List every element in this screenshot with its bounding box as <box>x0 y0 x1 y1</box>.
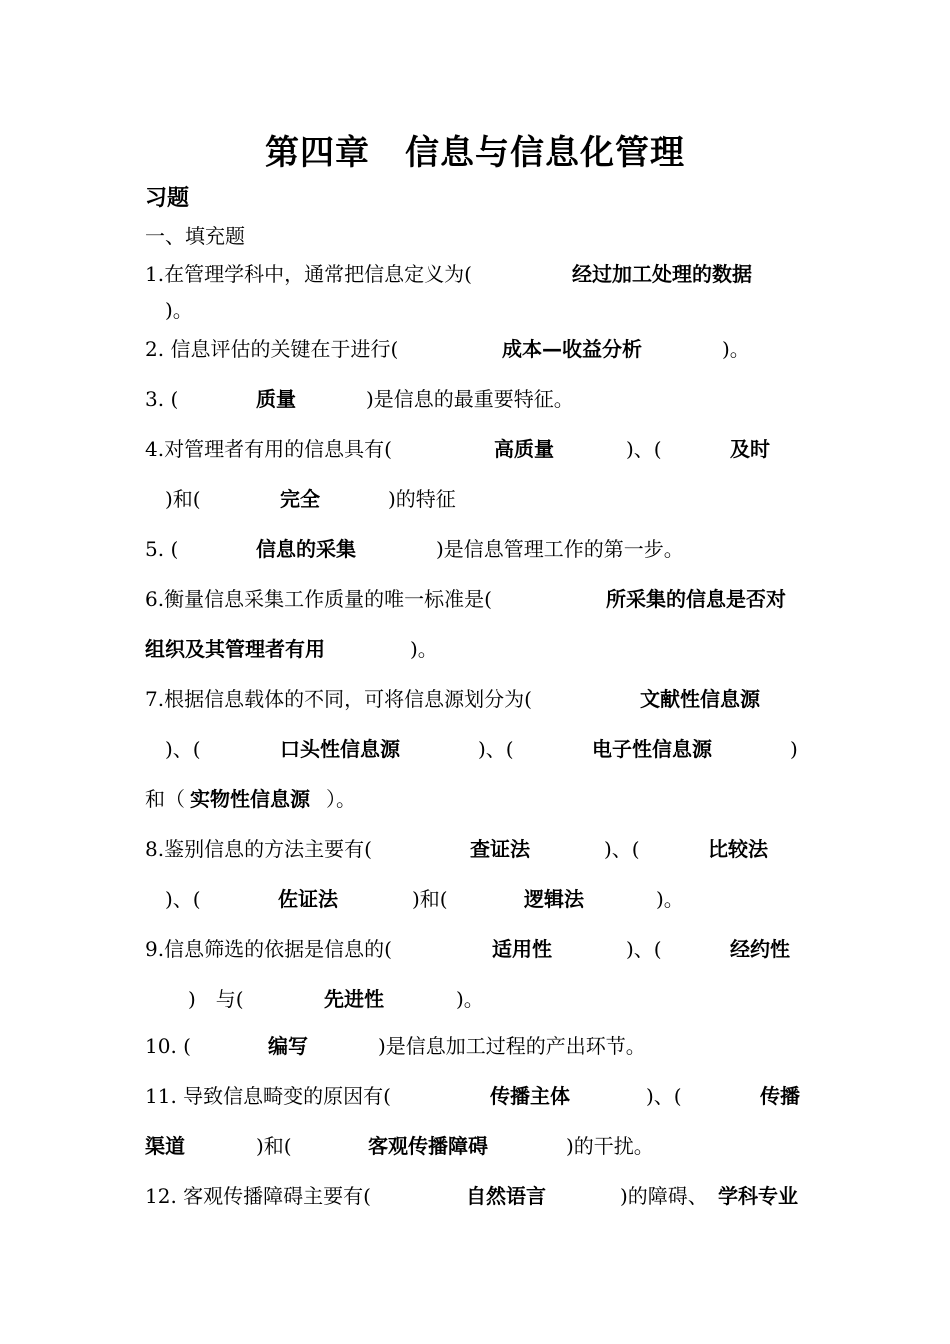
q10-answer: 编写 <box>268 1034 308 1058</box>
q9-mid1: )、( <box>626 937 662 961</box>
q12-mid1: )的障碍、 <box>620 1184 708 1208</box>
q5-suffix: )是信息管理工作的第一步。 <box>436 537 684 561</box>
q4-answer3: 完全 <box>280 487 320 511</box>
q7-mid1: )、( <box>165 737 201 761</box>
q5-prefix: 5. ( <box>145 537 179 561</box>
q7-answer1: 文献性信息源 <box>640 687 760 711</box>
q7-suffix: ）。 <box>326 787 356 811</box>
q8-mid2: )、( <box>165 887 201 911</box>
q11-answer2-part2: 渠道 <box>145 1134 185 1158</box>
q4-suffix: )的特征 <box>388 487 456 511</box>
q11-prefix: 11. 导致信息畸变的原因有( <box>145 1084 391 1108</box>
q11-answer2-part1: 传播 <box>760 1084 800 1108</box>
q9-answer3: 先进性 <box>324 987 384 1011</box>
q8-answer2: 比较法 <box>708 837 768 861</box>
q12-answer2: 学科专业 <box>718 1184 798 1208</box>
q4-mid2: )和( <box>165 487 201 511</box>
q1-suffix: )。 <box>165 298 193 322</box>
q8-mid1: )、( <box>604 837 640 861</box>
q3-answer: 质量 <box>256 387 296 411</box>
q11-mid2: )和( <box>256 1134 292 1158</box>
q2-prefix: 2. 信息评估的关键在于进行( <box>145 337 399 361</box>
section-heading: 习题 <box>145 186 190 211</box>
q11-answer1: 传播主体 <box>490 1084 570 1108</box>
q11-mid1: )、( <box>646 1084 682 1108</box>
q4-answer2: 及时 <box>730 437 770 461</box>
q8-answer3: 佐证法 <box>278 887 338 911</box>
q2-suffix: )。 <box>722 337 750 361</box>
q4-mid1: )、( <box>626 437 662 461</box>
q7-mid4: 和（ <box>145 787 185 811</box>
q7-mid2: )、( <box>478 737 514 761</box>
q1-answer: 经过加工处理的数据 <box>572 262 752 286</box>
q12-answer1: 自然语言 <box>466 1184 546 1208</box>
q8-mid3: )和( <box>412 887 448 911</box>
q8-answer4: 逻辑法 <box>524 887 584 911</box>
q10-suffix: )是信息加工过程的产出环节。 <box>378 1034 646 1058</box>
q2-answer: 成本—收益分析 <box>502 337 642 361</box>
q3-suffix: )是信息的最重要特征。 <box>366 387 574 411</box>
q9-suffix: )。 <box>456 987 484 1011</box>
q6-answer-part1: 所采集的信息是否对 <box>606 587 786 611</box>
subsection-heading: 一、填充题 <box>145 224 245 248</box>
q12-prefix: 12. 客观传播障碍主要有( <box>145 1184 371 1208</box>
q1-prefix: 1.在管理学科中，通常把信息定义为( <box>145 262 472 286</box>
q8-prefix: 8.鉴别信息的方法主要有( <box>145 837 372 861</box>
q9-mid2: ) 与( <box>188 987 244 1011</box>
q9-answer2: 经约性 <box>730 937 790 961</box>
q7-mid3: ) <box>790 737 798 761</box>
q7-answer4: 实物性信息源 <box>190 787 310 811</box>
q9-answer1: 适用性 <box>492 937 552 961</box>
q8-suffix: )。 <box>656 887 684 911</box>
q5-answer: 信息的采集 <box>256 537 356 561</box>
q7-prefix: 7.根据信息载体的不同，可将信息源划分为( <box>145 687 532 711</box>
q9-prefix: 9.信息筛选的依据是信息的( <box>145 937 392 961</box>
chapter-title: 第四章 信息与信息化管理 <box>265 133 685 173</box>
q7-answer2: 口头性信息源 <box>280 737 400 761</box>
q8-answer1: 查证法 <box>470 837 530 861</box>
q4-prefix: 4.对管理者有用的信息具有( <box>145 437 392 461</box>
q6-answer-part2: 组织及其管理者有用 <box>145 637 325 661</box>
q10-prefix: 10. ( <box>145 1034 191 1058</box>
q11-suffix: )的干扰。 <box>566 1134 654 1158</box>
q4-answer1: 高质量 <box>494 437 554 461</box>
q11-answer3: 客观传播障碍 <box>368 1134 488 1158</box>
q6-prefix: 6.衡量信息采集工作质量的唯一标准是( <box>145 587 492 611</box>
q6-suffix: )。 <box>410 637 438 661</box>
q3-prefix: 3. ( <box>145 387 179 411</box>
q7-answer3: 电子性信息源 <box>592 737 712 761</box>
